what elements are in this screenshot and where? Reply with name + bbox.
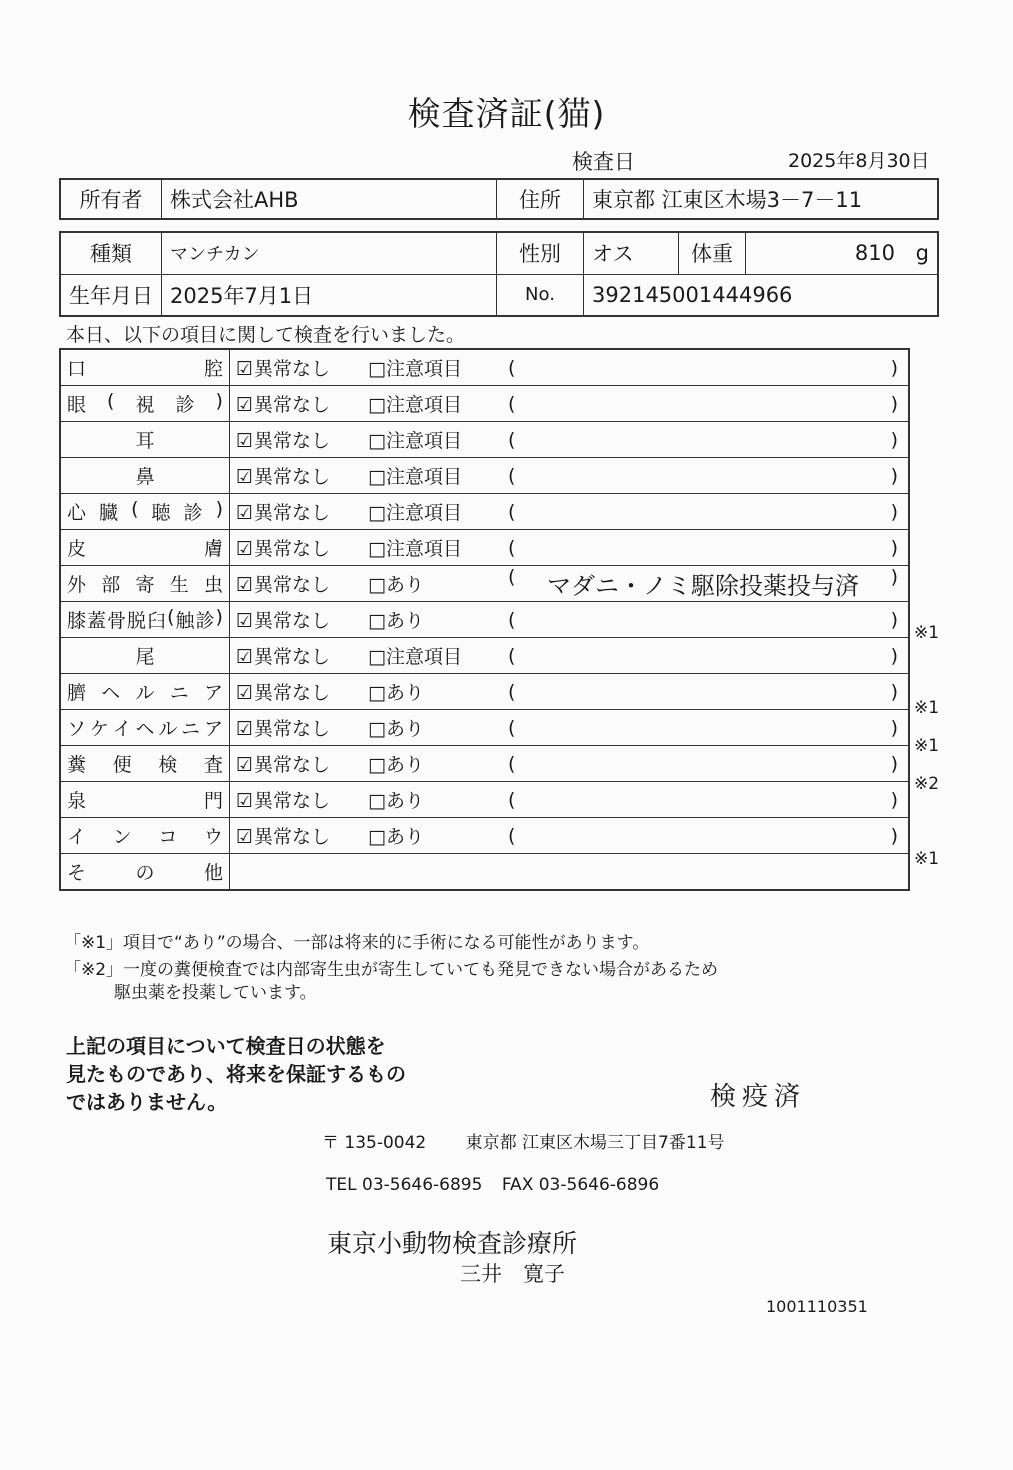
type-value: マンチカン xyxy=(162,232,497,274)
exam-row xyxy=(60,746,909,782)
normal-label: 異常なし xyxy=(254,682,331,704)
paren-open: ( xyxy=(508,752,516,775)
checkbox-checked-icon: ☑ xyxy=(236,754,254,776)
checkbox-checked-icon: ☑ xyxy=(236,826,254,848)
alt-option[interactable] xyxy=(368,426,494,453)
weight-cell xyxy=(746,232,939,274)
exam-item-char: 視 xyxy=(135,394,155,416)
note-field xyxy=(508,566,902,601)
normal-label: 異常なし xyxy=(254,502,331,524)
checkbox-checked-icon: ☑ xyxy=(236,646,254,668)
note-field xyxy=(508,789,902,811)
normal-option[interactable] xyxy=(236,426,356,453)
weight-label: 体重 xyxy=(679,232,746,274)
normal-label: 異常なし xyxy=(254,466,331,488)
footnote-mark: ※1 xyxy=(914,849,940,870)
exam-item-char: ン xyxy=(112,826,132,848)
clinic-name: 東京小動物検査診療所 xyxy=(327,1229,578,1258)
footnote-1: 「※1」項目で“あり”の場合、一部は将来的に手術になる可能性があります。 xyxy=(64,933,650,953)
exam-item-char: ヘ xyxy=(135,718,155,740)
paren-close: ) xyxy=(890,644,898,667)
paren-open: ( xyxy=(508,566,516,588)
exam-item-char: ル xyxy=(135,682,155,704)
alt-label: あり xyxy=(386,826,425,848)
normal-label: 異常なし xyxy=(254,754,331,776)
exam-item-char: ウ xyxy=(203,826,223,848)
exam-item-name-spread xyxy=(67,858,223,885)
exam-row xyxy=(60,674,909,710)
exam-item-char: ヘ xyxy=(101,682,121,704)
address-label: 住所 xyxy=(497,179,584,219)
exam-item-name-spread xyxy=(67,534,223,561)
declaration-line: ではありません。 xyxy=(66,1090,228,1114)
normal-label: 異常なし xyxy=(254,358,331,380)
footnote-mark: ※1 xyxy=(914,698,940,719)
normal-option[interactable] xyxy=(236,678,356,705)
paren-open: ( xyxy=(508,536,516,559)
paren-open: ( xyxy=(508,608,516,631)
exam-item-name xyxy=(60,422,230,458)
weight-value: 810 xyxy=(854,241,895,266)
exam-row xyxy=(60,782,909,818)
exam-item-char: 診 xyxy=(175,394,195,416)
note-field xyxy=(508,429,902,451)
exam-item-char: イ xyxy=(67,826,87,848)
exam-item-char: 聴 xyxy=(151,502,171,524)
weight-unit: g xyxy=(915,241,929,266)
note-field xyxy=(508,825,902,847)
exam-item-char: 外 xyxy=(67,574,87,596)
exam-item-char: 脱 xyxy=(127,610,147,632)
paren-close: ) xyxy=(890,824,898,847)
paren-close: ) xyxy=(890,428,898,451)
intro-text: 本日、以下の項目に関して検査を行いました。 xyxy=(66,324,466,346)
exam-item-char: 他 xyxy=(203,862,223,884)
exam-result xyxy=(230,782,910,818)
exam-item-char: 査 xyxy=(203,754,223,776)
checkbox-empty-icon: □ xyxy=(368,718,386,740)
checkbox-checked-icon: ☑ xyxy=(236,502,254,524)
alt-option[interactable] xyxy=(368,750,494,777)
note-field xyxy=(508,645,902,667)
paren-open: ( xyxy=(508,428,516,451)
exam-item-name xyxy=(60,746,230,782)
exam-item-name-spread xyxy=(67,642,223,669)
clinic-postal: 〒 135-0042 xyxy=(322,1133,427,1153)
exam-item-name-spread xyxy=(67,606,223,633)
birth-label: 生年月日 xyxy=(60,274,162,316)
exam-item-name-spread xyxy=(67,678,223,705)
alt-label: あり xyxy=(386,790,425,812)
checkbox-empty-icon: □ xyxy=(368,394,386,416)
exam-item-char: ケ xyxy=(89,718,109,740)
exam-item-name xyxy=(60,854,230,891)
exam-item-char: ル xyxy=(158,718,178,740)
exam-item-char: 触 xyxy=(175,610,195,632)
alt-option[interactable] xyxy=(368,498,494,525)
normal-label: 異常なし xyxy=(254,610,331,632)
exam-row xyxy=(60,494,909,530)
alt-option[interactable] xyxy=(368,570,494,597)
checkbox-checked-icon: ☑ xyxy=(236,682,254,704)
footnote-mark: ※1 xyxy=(914,736,940,756)
exam-item-char: 寄 xyxy=(135,574,155,596)
normal-label: 異常なし xyxy=(254,574,331,596)
paren-open: ( xyxy=(508,716,516,739)
alt-option[interactable] xyxy=(368,678,494,705)
exam-result xyxy=(230,422,910,458)
exam-item-char: 口 xyxy=(67,358,87,380)
paren-open: ( xyxy=(508,788,516,811)
exam-result xyxy=(230,602,910,638)
paren-open: ( xyxy=(508,644,516,667)
checkbox-empty-icon: □ xyxy=(368,430,386,452)
sex-value: オス xyxy=(584,232,679,274)
owner-table xyxy=(59,178,939,220)
owner-label: 所有者 xyxy=(60,179,162,219)
exam-item-char: ( xyxy=(131,498,139,520)
exam-item-name xyxy=(60,638,230,674)
paren-open: ( xyxy=(508,356,516,379)
paren-open: ( xyxy=(508,680,516,703)
exam-item-name-spread xyxy=(67,822,223,849)
exam-item-char: の xyxy=(135,862,155,884)
exam-item-char: 診 xyxy=(195,610,215,632)
alt-option[interactable] xyxy=(368,642,494,669)
declaration-line: 見たものであり、将来を保証するもの xyxy=(66,1062,406,1086)
exam-item-char: ア xyxy=(203,682,223,704)
sex-label: 性別 xyxy=(497,232,584,274)
checkbox-empty-icon: □ xyxy=(368,358,386,380)
exam-item-char: 眼 xyxy=(67,394,87,416)
exam-item-char: 便 xyxy=(112,754,132,776)
doctor-name: 三井 寛子 xyxy=(460,1262,565,1286)
exam-result xyxy=(230,458,910,494)
exam-item-name xyxy=(60,818,230,854)
owner-value: 株式会社AHB xyxy=(162,179,497,219)
exam-item-char: 臍 xyxy=(67,682,87,704)
paren-close: ) xyxy=(890,608,898,631)
normal-option[interactable] xyxy=(236,390,356,417)
exam-row xyxy=(60,638,909,674)
alt-label: あり xyxy=(386,682,425,704)
exam-item-char: 皮 xyxy=(67,538,87,560)
exam-item-name xyxy=(60,566,230,602)
exam-item-char: 臓 xyxy=(99,502,119,524)
exam-row xyxy=(60,422,909,458)
checkbox-empty-icon: □ xyxy=(368,754,386,776)
exam-row xyxy=(60,386,909,422)
exam-item-char: 部 xyxy=(101,574,121,596)
exam-item-name-spread xyxy=(67,390,223,417)
exam-item-char: そ xyxy=(67,862,87,884)
exam-item-char: 診 xyxy=(183,502,203,524)
checkbox-empty-icon: □ xyxy=(368,466,386,488)
no-value: 392145001444966 xyxy=(584,274,939,316)
checkbox-checked-icon: ☑ xyxy=(236,610,254,632)
animal-table xyxy=(59,231,939,317)
alt-option[interactable] xyxy=(368,714,494,741)
exam-item-char: 臼 xyxy=(147,610,167,632)
footnote-2-cont: 駆虫薬を投薬しています。 xyxy=(114,983,317,1003)
normal-label: 異常なし xyxy=(254,790,331,812)
exam-item-char: イ xyxy=(112,718,132,740)
paren-close: ) xyxy=(890,464,898,487)
normal-label: 異常なし xyxy=(254,718,331,740)
checkbox-checked-icon: ☑ xyxy=(236,358,254,380)
exam-row xyxy=(60,458,909,494)
exam-result xyxy=(230,674,910,710)
exam-item-name-spread xyxy=(67,714,223,741)
checkbox-checked-icon: ☑ xyxy=(236,790,254,812)
exam-result xyxy=(230,638,910,674)
exam-item-char: 門 xyxy=(203,790,223,812)
normal-option[interactable] xyxy=(236,714,356,741)
normal-option[interactable] xyxy=(236,354,356,381)
alt-label: 注意項目 xyxy=(386,646,463,668)
exam-result xyxy=(230,566,910,602)
normal-label: 異常なし xyxy=(254,394,331,416)
exam-item-char: ア xyxy=(203,718,223,740)
exam-item-char: ( xyxy=(167,606,175,628)
alt-label: 注意項目 xyxy=(386,466,463,488)
exam-item-char: ) xyxy=(215,390,223,412)
exam-item-name-spread xyxy=(67,426,223,453)
note-field xyxy=(508,753,902,775)
checkbox-empty-icon: □ xyxy=(368,826,386,848)
clinic-tel: TEL 03-5646-6895 xyxy=(326,1175,483,1195)
alt-option[interactable] xyxy=(368,462,494,489)
checkbox-empty-icon: □ xyxy=(368,646,386,668)
note-field xyxy=(508,501,902,523)
exam-result xyxy=(230,494,910,530)
exam-row xyxy=(60,710,909,746)
paren-close: ) xyxy=(890,566,898,588)
exam-item-name-spread xyxy=(67,570,223,597)
exam-item-char: 検 xyxy=(158,754,178,776)
note-field xyxy=(508,609,902,631)
paren-open: ( xyxy=(508,500,516,523)
normal-option[interactable] xyxy=(236,642,356,669)
document-title: 検査済証(猫) xyxy=(407,94,606,133)
exam-result xyxy=(230,710,910,746)
exam-item-name-spread xyxy=(67,750,223,777)
alt-label: あり xyxy=(386,574,425,596)
exam-item-char: 腔 xyxy=(203,358,223,380)
normal-option[interactable] xyxy=(236,750,356,777)
checkbox-empty-icon: □ xyxy=(368,682,386,704)
exam-result xyxy=(230,746,910,782)
alt-option[interactable] xyxy=(368,822,494,849)
exam-note: マダニ・ノミ駆除投薬投与済 xyxy=(547,572,859,600)
paren-close: ) xyxy=(890,356,898,379)
checkbox-checked-icon: ☑ xyxy=(236,466,254,488)
declaration-line: 上記の項目について検査日の状態を xyxy=(66,1034,386,1058)
exam-row xyxy=(60,530,909,566)
alt-option[interactable] xyxy=(368,354,494,381)
exam-item-char: 膝 xyxy=(67,610,87,632)
exam-item-char: 生 xyxy=(169,574,189,596)
clinic-contact-line xyxy=(326,1175,659,1195)
alt-label: 注意項目 xyxy=(386,502,463,524)
no-label: No. xyxy=(497,274,584,316)
alt-label: あり xyxy=(386,718,425,740)
alt-option[interactable] xyxy=(368,606,494,633)
alt-label: あり xyxy=(386,754,425,776)
exam-row xyxy=(60,854,909,891)
note-field xyxy=(508,357,902,379)
exam-item-char: 心 xyxy=(67,502,87,524)
paren-close: ) xyxy=(890,536,898,559)
paren-open: ( xyxy=(508,392,516,415)
alt-option[interactable] xyxy=(368,390,494,417)
exam-item-char: 泉 xyxy=(67,790,87,812)
exam-item-char: ( xyxy=(107,390,115,412)
exam-row xyxy=(60,818,909,854)
note-field xyxy=(508,465,902,487)
normal-label: 異常なし xyxy=(254,646,331,668)
exam-row xyxy=(60,349,909,386)
exam-item-char: ニ xyxy=(181,718,201,740)
exam-item-name xyxy=(60,710,230,746)
exam-date-label: 検査日 xyxy=(572,150,635,174)
exam-row xyxy=(60,566,909,602)
paren-close: ) xyxy=(890,716,898,739)
footnote-mark: ※2 xyxy=(914,773,940,794)
declaration xyxy=(66,1032,406,1116)
exam-result xyxy=(230,349,910,386)
note-field xyxy=(508,393,902,415)
checkbox-checked-icon: ☑ xyxy=(236,394,254,416)
type-label: 種類 xyxy=(60,232,162,274)
checkbox-empty-icon: □ xyxy=(368,574,386,596)
normal-option[interactable] xyxy=(236,822,356,849)
normal-option[interactable] xyxy=(236,534,356,561)
footnote-mark: ※1 xyxy=(914,622,940,643)
normal-label: 異常なし xyxy=(254,538,331,560)
alt-label: 注意項目 xyxy=(386,538,463,560)
normal-option[interactable] xyxy=(236,570,356,597)
checkbox-checked-icon: ☑ xyxy=(236,430,254,452)
exam-item-char: 骨 xyxy=(107,610,127,632)
exam-item-name xyxy=(60,782,230,818)
checkbox-empty-icon: □ xyxy=(368,502,386,524)
exam-date-value: 2025年8月30日 xyxy=(788,150,930,172)
checkbox-empty-icon: □ xyxy=(368,790,386,812)
address-value: 東京都 江東区木場3－7－11 xyxy=(584,179,939,219)
exam-item-char: 膚 xyxy=(203,538,223,560)
exam-item-name-spread xyxy=(67,354,223,381)
alt-option[interactable] xyxy=(368,534,494,561)
exam-item-name-spread xyxy=(67,498,223,525)
normal-label: 異常なし xyxy=(254,430,331,452)
normal-option[interactable] xyxy=(236,462,356,489)
normal-option[interactable] xyxy=(236,786,356,813)
alt-label: 注意項目 xyxy=(386,430,463,452)
exam-item-name xyxy=(60,349,230,386)
exam-item-char: ソ xyxy=(67,718,87,740)
exam-item-name xyxy=(60,530,230,566)
exam-item-char: ニ xyxy=(169,682,189,704)
exam-item-char: 鼻 xyxy=(135,466,155,488)
alt-label: 注意項目 xyxy=(386,358,463,380)
exam-result-empty xyxy=(230,854,910,891)
normal-option[interactable] xyxy=(236,498,356,525)
exam-item-char: 糞 xyxy=(67,754,87,776)
note-field xyxy=(508,717,902,739)
paren-open: ( xyxy=(508,464,516,487)
normal-option[interactable] xyxy=(236,606,356,633)
alt-option[interactable] xyxy=(368,786,494,813)
paren-close: ) xyxy=(890,788,898,811)
exam-item-name-spread xyxy=(67,462,223,489)
checkbox-checked-icon: ☑ xyxy=(236,718,254,740)
exam-item-name-spread xyxy=(67,786,223,813)
exam-table xyxy=(59,348,910,891)
exam-result xyxy=(230,818,910,854)
exam-item-char: ) xyxy=(215,606,223,628)
checkbox-empty-icon: □ xyxy=(368,610,386,632)
exam-item-char: 耳 xyxy=(135,430,155,452)
note-field xyxy=(508,681,902,703)
exam-item-char: コ xyxy=(158,826,178,848)
alt-label: 注意項目 xyxy=(386,394,463,416)
exam-row xyxy=(60,602,909,638)
checkbox-checked-icon: ☑ xyxy=(236,574,254,596)
exam-item-char: 虫 xyxy=(203,574,223,596)
clinic-address-line xyxy=(322,1128,725,1153)
note-field xyxy=(508,537,902,559)
checkbox-checked-icon: ☑ xyxy=(236,538,254,560)
exam-item-name xyxy=(60,494,230,530)
serial-number: 1001110351 xyxy=(766,1297,868,1316)
paren-close: ) xyxy=(890,500,898,523)
paren-close: ) xyxy=(890,392,898,415)
clinic-fax: FAX 03-5646-6896 xyxy=(501,1175,660,1195)
exam-item-name xyxy=(60,602,230,638)
clinic-address: 東京都 江東区木場三丁目7番11号 xyxy=(465,1133,725,1153)
exam-item-name xyxy=(60,458,230,494)
paren-close: ) xyxy=(890,752,898,775)
paren-close: ) xyxy=(890,680,898,703)
footnote-2: 「※2」一度の糞便検査では内部寄生虫が寄生していても発見できない場合があるため xyxy=(64,960,719,980)
exam-result xyxy=(230,530,910,566)
birth-value: 2025年7月1日 xyxy=(162,274,497,316)
exam-result xyxy=(230,386,910,422)
exam-item-char: 尾 xyxy=(135,646,155,668)
alt-label: あり xyxy=(386,610,425,632)
paren-open: ( xyxy=(508,824,516,847)
exam-item-char: 蓋 xyxy=(87,610,107,632)
exam-item-char: ) xyxy=(215,498,223,520)
exam-item-name xyxy=(60,674,230,710)
exam-item-name xyxy=(60,386,230,422)
quarantine-stamp: 検疫済 xyxy=(710,1082,807,1112)
checkbox-empty-icon: □ xyxy=(368,538,386,560)
normal-label: 異常なし xyxy=(254,826,331,848)
